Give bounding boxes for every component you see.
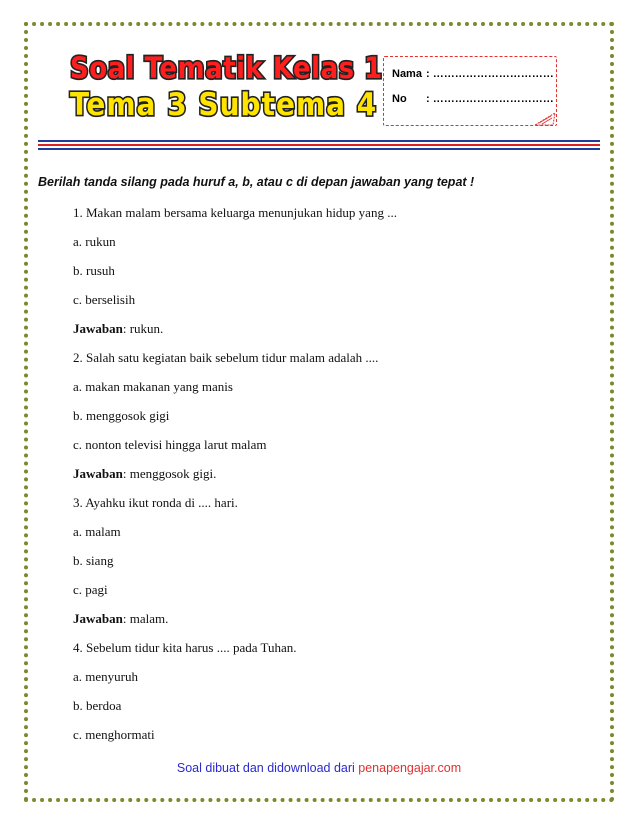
- title-line-2: Tema 3 Subtema 4: [70, 86, 378, 123]
- option-3c[interactable]: c. pagi: [73, 582, 108, 597]
- option-2c[interactable]: c. nonton televisi hingga larut malam: [73, 437, 267, 452]
- number-label: No: [392, 93, 407, 105]
- answer-label: Jawaban: [73, 466, 123, 481]
- option-3b[interactable]: b. siang: [73, 553, 114, 568]
- answer-label: Jawaban: [73, 611, 123, 626]
- number-blank[interactable]: : ……………………………: [426, 93, 554, 105]
- answer-label: Jawaban: [73, 321, 123, 336]
- answer-2-value: : menggosok gigi.: [122, 466, 217, 481]
- header-rule-blue-top: [38, 140, 600, 142]
- name-row: [392, 68, 554, 80]
- option-4b[interactable]: b. berdoa: [73, 698, 122, 713]
- footer: [0, 761, 638, 775]
- answer-1-value: : rukun.: [122, 321, 164, 336]
- answer-3-value: : malam.: [122, 611, 169, 626]
- option-4a[interactable]: a. menyuruh: [73, 669, 138, 684]
- question-2: 2. Salah satu kegiatan baik sebelum tidur malam adalah ....: [73, 350, 379, 365]
- option-1c[interactable]: c. berselisih: [73, 292, 136, 307]
- name-label: Nama: [392, 68, 422, 80]
- option-3a[interactable]: a. malam: [73, 524, 121, 539]
- footer-text: Soal dibuat dan didownload dari: [176, 761, 359, 775]
- option-1b[interactable]: b. rusuh: [73, 263, 115, 278]
- student-info-box: [383, 56, 557, 126]
- option-1a[interactable]: a. rukun: [73, 234, 116, 249]
- number-row: [392, 93, 554, 105]
- option-4c[interactable]: c. menghormati: [73, 727, 155, 742]
- question-4: 4. Sebelum tidur kita harus .... pada Tuhan.: [73, 640, 297, 655]
- instruction-text: Berilah tanda silang pada huruf a, b, atau c di depan jawaban yang tepat !: [38, 175, 475, 189]
- answer-1: [73, 321, 593, 350]
- name-blank[interactable]: : ……………………………: [426, 68, 554, 80]
- question-3: 3. Ayahku ikut ronda di .... hari.: [73, 495, 238, 510]
- page-curl-icon: [533, 112, 557, 126]
- option-2a[interactable]: a. makan makanan yang manis: [73, 379, 233, 394]
- option-2b[interactable]: b. menggosok gigi: [73, 408, 170, 423]
- title-line-1: Soal Tematik Kelas 1: [70, 52, 383, 86]
- answer-3: [73, 611, 593, 640]
- question-1: 1. Makan malam bersama keluarga menunjukan hidup yang ...: [73, 205, 397, 220]
- question-list: [73, 205, 593, 756]
- header-rule-red: [38, 144, 600, 146]
- header-rule-blue-bottom: [38, 148, 600, 150]
- footer-site-link[interactable]: penapengajar.com: [358, 761, 462, 775]
- answer-2: [73, 466, 593, 495]
